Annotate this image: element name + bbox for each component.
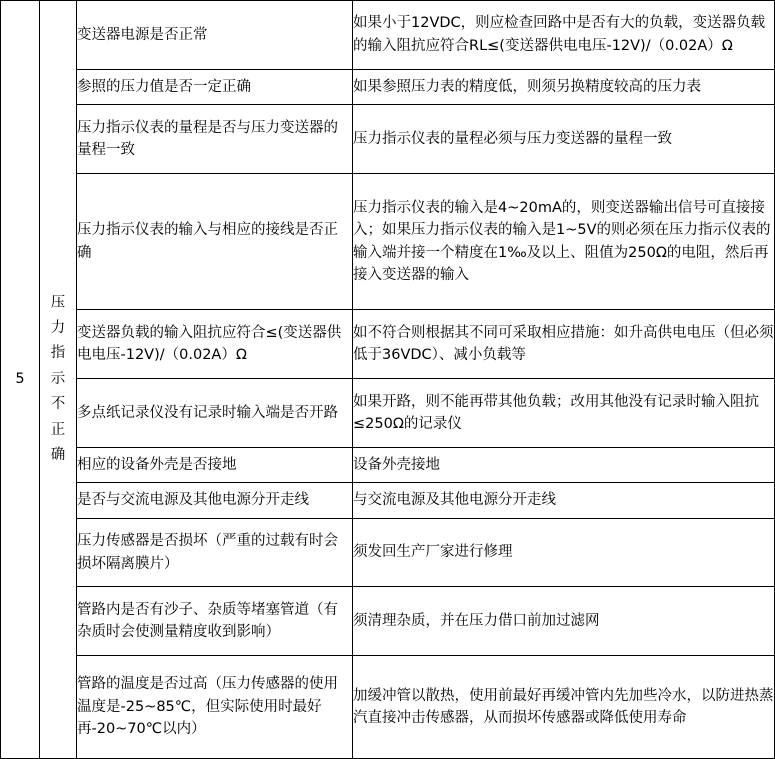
category-char-4: 不	[50, 396, 66, 413]
question-cell	[77, 174, 353, 310]
question-text: 变送器负载的输入阻抗应符合≤(变送器供电电压-12V)/（0.02A）Ω	[77, 324, 342, 364]
row-index-value: 5	[15, 371, 25, 388]
question-text: 是否与交流电源及其他电源分开走线	[77, 492, 309, 509]
question-cell	[77, 1, 353, 70]
category-char-6: 确	[50, 446, 66, 463]
table-row	[1, 587, 775, 656]
question-cell	[77, 379, 353, 448]
answer-cell	[353, 518, 775, 587]
answer-cell	[353, 310, 775, 379]
table-row	[1, 656, 775, 759]
question-text: 管路的温度是否过高（压力传感器的使用温度是-25~85℃，但实际使用时最好再-20~70℃以内）	[77, 676, 338, 738]
question-text: 压力指示仪表的输入与相应的接线是否正确	[77, 222, 338, 261]
answer-text: 如果开路，则不能再带其他负载；改用其他没有记录时输入阻抗≤250Ω的记录仪	[353, 393, 759, 433]
category-char-3: 示	[50, 370, 66, 387]
question-cell	[77, 483, 353, 518]
answer-text: 加缓冲管以散热，使用前最好再缓冲管内先加些冷水，以防进热蒸汽直接冲击传感器，从而损坏传感器或降低使用寿命	[353, 687, 774, 727]
question-text: 相应的设备外壳是否接地	[77, 457, 237, 473]
answer-cell	[353, 69, 775, 104]
question-text: 压力传感器是否损坏（严重的过载有时会损坏隔离膜片）	[77, 533, 338, 572]
table-row	[1, 1, 775, 70]
answer-text: 如果参照压力表的精度低，则须另换精度较高的压力表	[353, 78, 701, 95]
question-cell	[77, 656, 353, 759]
category-char-5: 正	[50, 421, 66, 438]
question-cell	[77, 448, 353, 483]
answer-text: 压力指示仪表的量程必须与压力变送器的量程一致	[353, 130, 672, 147]
answer-cell	[353, 105, 775, 174]
answer-text: 须清理杂质，并在压力借口前加过滤网	[353, 613, 600, 630]
question-cell	[77, 518, 353, 587]
table-row	[1, 174, 775, 310]
table-row	[1, 69, 775, 104]
question-cell	[77, 587, 353, 656]
answer-text: 与交流电源及其他电源分开走线	[353, 492, 556, 509]
category-char-0: 压	[50, 294, 66, 311]
table-row	[1, 448, 775, 483]
answer-cell	[353, 448, 775, 483]
question-text: 管路内是否有沙子、杂质等堵塞管道（有杂质时会使测量精度收到影响）	[77, 601, 338, 641]
table-row	[1, 310, 775, 379]
table-row	[1, 379, 775, 448]
answer-cell	[353, 483, 775, 518]
answer-cell	[353, 174, 775, 310]
answer-text: 设备外壳接地	[353, 457, 440, 473]
question-text: 变送器电源是否正常	[77, 26, 208, 43]
question-cell	[77, 310, 353, 379]
category-cell	[40, 1, 77, 759]
category-char-1: 力	[50, 320, 66, 337]
row-index-cell	[1, 1, 40, 759]
question-cell	[77, 69, 353, 104]
question-text: 参照的压力值是否一定正确	[77, 78, 251, 95]
answer-cell	[353, 379, 775, 448]
table-row	[1, 483, 775, 518]
question-text: 多点纸记录仪没有记录时输入端是否开路	[77, 404, 338, 421]
answer-cell	[353, 656, 775, 759]
answer-text: 须发回生产厂家进行修理	[353, 544, 513, 561]
table-row	[1, 105, 775, 174]
question-text: 压力指示仪表的量程是否与压力变送器的量程一致	[77, 119, 338, 159]
answer-cell	[353, 587, 775, 656]
answer-cell	[353, 1, 775, 70]
answer-text: 如果小于12VDC，则应检查回路中是否有大的负载，变送器负载的输入阻抗应符合RL≤(变送器供电电压-12V)/（0.02A）Ω	[353, 15, 766, 54]
question-cell	[77, 105, 353, 174]
category-char-2: 指	[50, 345, 66, 362]
answer-text: 如不符合则根据其不同可采取相应措施：如升高供电电压（但必须低于36VDC）、减小负载等	[353, 324, 774, 364]
answer-text: 压力指示仪表的输入是4~20mA的，则变送器输出信号可直接接入；如果压力指示仪表的输入是1~5V的则必须在压力指示仪表的输入端并接一个精度在1‰及以上、阻值为250Ω的电阻，然后再接入变送器的输入	[353, 199, 771, 284]
table-row	[1, 518, 775, 587]
